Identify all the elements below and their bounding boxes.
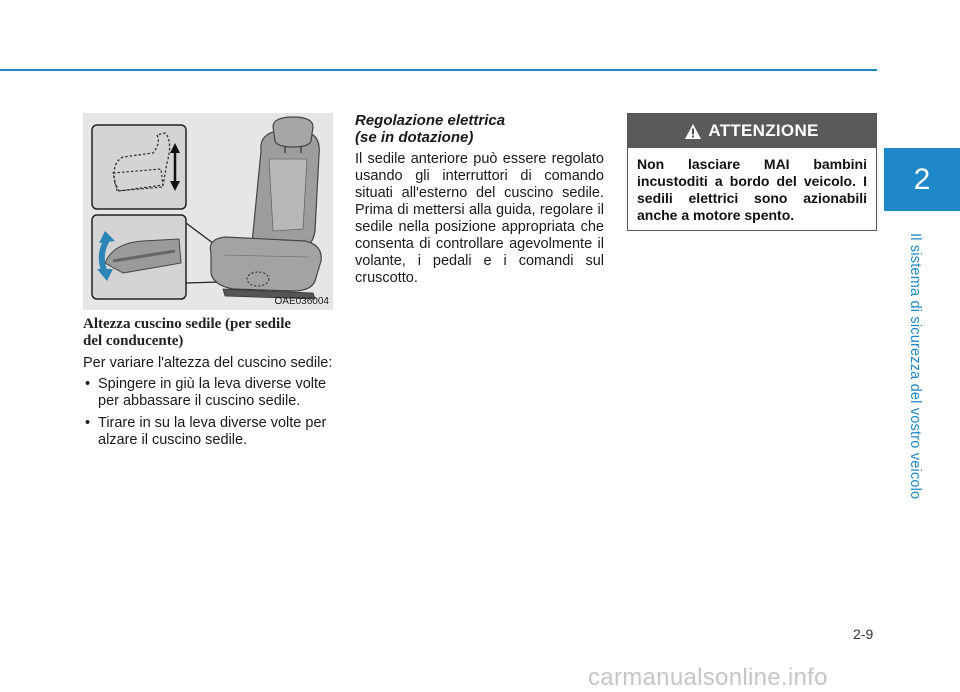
section-seat-height	[83, 316, 335, 454]
warning-text: Non lasciare MAI bambini incustoditi a bordo del veicolo. I sedili elettrici sono azionabili anche a motore spento.	[637, 156, 867, 223]
warning-header	[628, 114, 876, 148]
list-item: • Tirare in su la leva diverse volte per alzare il cuscino sedile.	[83, 415, 335, 449]
chapter-number: 2	[913, 162, 931, 196]
warning-triangle-icon	[685, 124, 701, 139]
section1-heading: Altezza cuscino sedile (per sedile del conducente)	[83, 316, 292, 349]
watermark: carmanualsonline.info	[588, 664, 828, 691]
top-rule	[0, 69, 877, 71]
list-item: • Spingere in giù la leva diverse volte per abbassare il cuscino sedile.	[83, 376, 335, 410]
section-electric-adjust	[355, 112, 604, 291]
warning-box	[627, 113, 877, 231]
seat-figure	[83, 113, 333, 310]
warning-title: ATTENZIONE	[708, 121, 819, 140]
seat-illustration	[83, 113, 333, 310]
section1-intro: Per variare l'altezza del cuscino sedile:	[83, 355, 333, 371]
section2-heading: Regolazione elettrica (se in dotazione)	[355, 112, 506, 146]
figure-code: OAE036004	[274, 296, 329, 307]
chapter-tab	[884, 148, 960, 211]
section2-body: Il sedile anteriore può essere regolato usando gli interruttori di comando situati all'esterno del cuscino sedile. Prima di mettersi alla guida, regolare il sedile nella posizione appropriata che consenta di controllare agevolmente il volante, i pedali e i comandi sul cruscotto.	[355, 151, 604, 286]
chapter-title: Il sistema di sicurezza del vostro veicolo	[907, 233, 923, 500]
section1-bullets	[83, 376, 335, 449]
page-number: 2-9	[853, 626, 874, 642]
